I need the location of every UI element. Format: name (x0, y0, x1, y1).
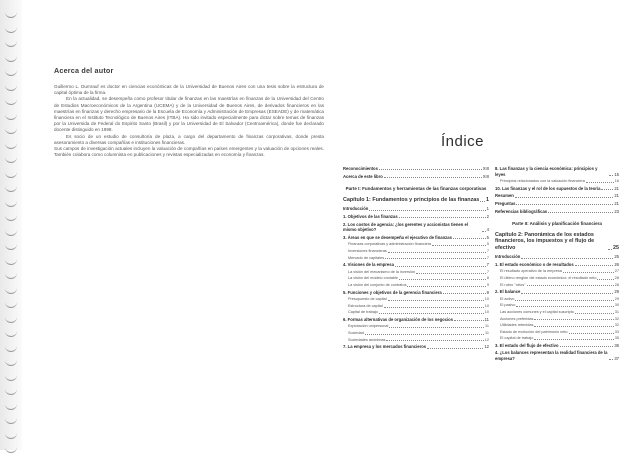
toc-leader-dots (480, 201, 485, 202)
toc-page-number: 5 (486, 242, 489, 247)
toc-leader-dots (454, 320, 484, 321)
toc-entry (343, 222, 489, 233)
toc-entry-title: Acciones preferidas (500, 316, 534, 321)
toc-entry-title: 7. La empresa y los mercados financieros (343, 344, 427, 350)
toc-page-number: 28 (614, 275, 619, 280)
toc-page-number: 33 (614, 329, 619, 334)
toc-entry-title: Presupuesto de capital (348, 297, 387, 302)
toc-page-number: 37 (614, 356, 619, 362)
binder-ring-icon (5, 143, 17, 149)
bio-paragraph: Es socio de un estudio de consultoría de plaza, a cargo del departamento de finanzas corporativas, donde presta asesoramiento a diversas compañías e instituciones financieras. (54, 133, 324, 145)
toc-entry (343, 235, 489, 241)
toc-page-number: 36 (614, 342, 619, 348)
toc-page-number: 8 (486, 276, 489, 281)
bio-paragraph: Guillermo L. Dumrauf es doctor en ciencias económicas de la Universidad de Buenos Aires con una tesis sobre la estructura de capital óptima de la firma. (54, 84, 324, 96)
toc-entry-title: La visión del conjunto de contratos (348, 282, 407, 287)
toc-entry (343, 166, 489, 172)
toc-entry-title: El último renglón del estado económico: el resultado neto (500, 275, 597, 280)
toc-entry (495, 283, 619, 288)
toc-entry (343, 297, 489, 302)
binder-ring-icon (5, 418, 17, 424)
toc-chapter (343, 197, 489, 203)
toc-entry (343, 310, 489, 315)
toc-leader-dots (389, 327, 484, 328)
toc-entry (495, 262, 619, 268)
toc-leader-dots (563, 272, 614, 273)
toc-entry-title: El activo (500, 296, 515, 301)
toc-entry-title: Sociedad (348, 331, 364, 336)
toc-entry (495, 186, 619, 192)
toc-page-number: 4 (486, 227, 489, 233)
binder-ring-icon (5, 128, 17, 134)
toc-leader-dots (379, 313, 484, 314)
toc-part-title: Parte II: Análisis y planificación financiera (512, 221, 602, 227)
binder-ring-strip (0, 0, 22, 450)
toc-entry-title: La visión del mecanismo de la inversión (348, 269, 416, 274)
toc-entry (495, 201, 619, 207)
toc-leader-dots (388, 300, 484, 301)
toc-entry-title: Preguntas (495, 200, 516, 206)
toc-column-1 (343, 166, 489, 352)
toc-leader-dots (515, 300, 613, 301)
toc-page-number: 7 (486, 248, 489, 253)
toc-entry (495, 269, 619, 274)
toc-entry (343, 276, 489, 281)
toc-leader-dots (534, 339, 613, 340)
toc-leader-dots (384, 177, 482, 178)
binder-ring-icon (5, 215, 17, 221)
toc-page-number: 21 (614, 193, 619, 199)
binder-ring-icon (5, 375, 17, 381)
toc-entry-title: 6. Formas alternativas de organización de los negocios (343, 316, 454, 322)
toc-page-number: 35 (614, 336, 619, 341)
toc-entry-title: 2. Los costos de agencia: ¿los gerentes y accionistas tienen el mismo objetivo? (343, 221, 468, 233)
toc-page-number: 7 (486, 269, 489, 274)
toc-entry (343, 249, 489, 254)
toc-entry-title: Acerca de este libro (343, 173, 383, 179)
toc-entry (343, 317, 489, 323)
toc-entry-title: Estado de evolución del patrimonio neto (500, 329, 568, 334)
toc-entry-title: Finanzas corporativas y administración financiera (348, 242, 432, 247)
toc-leader-dots (427, 348, 483, 349)
binder-ring-icon (5, 12, 17, 18)
toc-leader-dots (432, 245, 486, 246)
toc-leader-dots (407, 286, 485, 287)
binder-ring-icon (5, 244, 17, 250)
toc-leader-dots (569, 333, 614, 334)
binder-ring-icon (5, 331, 17, 337)
binder-ring-icon (5, 259, 17, 265)
toc-entry (495, 310, 619, 315)
toc-entry-title: Capítulo 2: Panorámica de los estados financieros, los impuestos y el flujo de efectivo (495, 231, 595, 251)
toc-page-number: 2 (486, 213, 489, 219)
binder-ring-icon (5, 302, 17, 308)
toc-leader-dots (516, 204, 613, 205)
toc-entry (495, 166, 619, 177)
toc-entry (343, 242, 489, 247)
toc-leader-dots (609, 175, 613, 176)
toc-page-number: 9 (486, 289, 489, 295)
toc-entry (495, 276, 619, 281)
toc-page-number: 10 (484, 310, 489, 315)
toc-leader-dots (416, 273, 486, 274)
toc-entry-title: 3. El estado del flujo de efectivo (495, 342, 559, 348)
toc-page-number: 16 (614, 179, 619, 184)
toc-entry (495, 289, 619, 295)
toc-page-number: 32 (614, 316, 619, 321)
toc-page-number: 21 (614, 185, 619, 191)
toc-entry-title: Estructura de capital (348, 303, 383, 308)
toc-leader-dots (609, 359, 613, 360)
toc-entry-title: Mercado de capitales (348, 255, 385, 260)
toc-entry (495, 336, 619, 341)
toc-page-number: 23 (614, 208, 619, 214)
toc-entry-title: Utilidades retenidas (500, 323, 534, 328)
toc-entry (495, 193, 619, 199)
toc-entry (343, 256, 489, 261)
toc-entry-title: 4. ¿Los balances representan la realidad financiera de la empresa? (495, 350, 608, 362)
binder-ring-icon (5, 56, 17, 62)
binder-ring-icon (5, 41, 17, 47)
toc-entry-title: 4. Visiones de la empresa (343, 262, 394, 268)
toc-page-number: 9 (486, 282, 489, 287)
toc-leader-dots (399, 217, 486, 218)
toc-leader-dots (379, 169, 482, 170)
toc-page-number: 10 (484, 297, 489, 302)
toc-entry-title: El capital de trabajo (500, 336, 534, 341)
toc-entry (495, 209, 619, 215)
toc-leader-dots (575, 313, 614, 314)
toc-leader-dots (384, 307, 484, 308)
toc-page-number: 15 (614, 171, 619, 177)
toc-chapter (495, 232, 619, 251)
toc-entry-title: Sociedades anónimas (348, 337, 386, 342)
toc-entry-title: Explotación unipersonal (348, 324, 389, 329)
toc-entry (343, 214, 489, 220)
toc-leader-dots (482, 231, 486, 232)
toc-page-number: 11 (485, 331, 489, 336)
toc-entry (495, 317, 619, 322)
toc-entry (343, 304, 489, 309)
binder-ring-icon (5, 70, 17, 76)
toc-entry (343, 331, 489, 336)
binder-ring-icon (5, 360, 17, 366)
toc-entry (495, 303, 619, 308)
binder-ring-icon (5, 288, 17, 294)
toc-entry (495, 297, 619, 302)
index-title: Índice (441, 133, 485, 150)
toc-page-number: 26 (614, 261, 619, 267)
toc-entry-title: La visión del modelo contable (348, 276, 399, 281)
toc-page-number: 1 (486, 206, 489, 212)
toc-page-number: 25 (614, 254, 619, 260)
toc-leader-dots (608, 249, 612, 250)
toc-page-number: 21 (614, 200, 619, 206)
toc-page-number: XIII (482, 166, 489, 171)
toc-leader-dots (534, 319, 613, 320)
toc-page-number: 10 (484, 303, 489, 308)
toc-entry-title: 1. Objetivos de las finanzas (343, 213, 398, 219)
toc-page-number: 25 (613, 244, 619, 251)
toc-entry (495, 179, 619, 184)
toc-page-number: 11 (484, 316, 489, 322)
toc-entry (343, 290, 489, 296)
binder-ring-icon (5, 447, 17, 453)
toc-leader-dots (521, 258, 613, 259)
toc-entry-title: Capital de trabajo (348, 310, 378, 315)
toc-entry (343, 206, 489, 212)
toc-part-title: Parte I: Fundamentos y herramientas de las finanzas corporativas (345, 186, 487, 192)
toc-entry (495, 254, 619, 260)
toc-leader-dots (369, 210, 485, 211)
toc-leader-dots (386, 340, 483, 341)
toc-page-number: 28 (614, 282, 619, 287)
toc-leader-dots (601, 189, 613, 190)
toc-page-number: 31 (614, 309, 619, 314)
toc-leader-dots (527, 285, 614, 286)
toc-entry-title: Introducción (343, 206, 369, 212)
binder-ring-icon (5, 201, 17, 207)
toc-entry-title: 2. El balance (495, 289, 521, 295)
bio-paragraph: Sus campos de investigación actuales incluyen la valuación de compañías en países emergentes y la valuación de opciones reales. También colabora como columnista en publicaciones y revistas especializadas en economía y finanzas. (54, 146, 324, 158)
binder-ring-icon (5, 99, 17, 105)
toc-leader-dots (388, 252, 486, 253)
toc-entry-title: Reconocimientos (343, 166, 378, 171)
toc-entry-title: El rubro "otros" (500, 282, 526, 287)
toc-page-number: 32 (614, 323, 619, 328)
toc-entry (343, 262, 489, 268)
binder-ring-icon (5, 433, 17, 439)
toc-entry-title: El pasivo (500, 303, 516, 308)
toc-entry (495, 330, 619, 335)
binder-ring-icon (5, 273, 17, 279)
toc-entry-title: 5. Funciones y objetivos de la gerencia financiera (343, 289, 442, 295)
toc-leader-dots (516, 306, 613, 307)
toc-page-number: 12 (484, 337, 489, 342)
toc-entry-title: 8. Las finanzas y la ciencia económica: principios y leyes (495, 166, 598, 177)
bio-paragraph: En la actualidad, se desempeña como profesor titular de finanzas en las maestrías en finanzas de la Universidad del Centro de Estudios Macroeconómicos de la Argentina (UCEMA) y de la Universidad de Buenos Aires, de derivados financieros en las maestrías en finanzas y derecho empresario de la Escuela de Economía y Administración de Empresas (ESEADE) y de matemática financiera en el Instituto Tecnológico de Buenos Aires (ITBA). Ha sido invitado especialmente para dictar sobre temas de finanzas por la Universida de Federal do Espirito Santo (Brasil) y por la Universidad de El Salvador (Centroamérica), donde fue declarado docente distinguido en 1998. (54, 96, 324, 133)
toc-leader-dots (365, 334, 484, 335)
toc-entry-title: 3. Áreas en que se desempeña el ejecutivo de finanzas (343, 234, 452, 240)
toc-entry-title: Capítulo 1: Fundamentos y principios de las finanzas (343, 196, 480, 203)
toc-leader-dots (395, 266, 486, 267)
toc-leader-dots (385, 258, 486, 259)
toc-leader-dots (515, 197, 613, 198)
toc-page-number: 5 (486, 234, 489, 240)
toc-entry (495, 343, 619, 349)
toc-entry (343, 344, 489, 350)
toc-page-number: 11 (485, 324, 489, 329)
toc-entry-title: Principios relacionados con la valuación financiera (500, 179, 585, 184)
toc-entry (343, 174, 489, 180)
toc-leader-dots (534, 326, 613, 327)
toc-leader-dots (399, 279, 486, 280)
left-page (54, 66, 324, 158)
toc-entry-title: Referencias bibliográficas (495, 208, 548, 214)
toc-leader-dots (597, 279, 613, 280)
binder-ring-icon (5, 27, 17, 33)
toc-entry (495, 323, 619, 328)
toc-leader-dots (560, 346, 614, 347)
toc-leader-dots (586, 182, 614, 183)
toc-entry (495, 350, 619, 361)
toc-entry (343, 283, 489, 288)
binder-ring-icon (5, 157, 17, 163)
binder-ring-icon (5, 346, 17, 352)
toc-entry (343, 338, 489, 343)
author-heading: Acerca del autor (54, 66, 114, 75)
binder-ring-icon (5, 172, 17, 178)
toc-page-number: 29 (614, 296, 619, 301)
toc-page-number: 29 (614, 289, 619, 295)
toc-entry (343, 324, 489, 329)
binder-ring-icon (5, 186, 17, 192)
toc-leader-dots (575, 265, 614, 266)
toc-page-number: 27 (614, 269, 619, 274)
toc-entry-title: 10. Las finanzas y el rol de los supuestos de la teoría (495, 185, 601, 191)
toc-entry-title: Introducción (495, 254, 521, 260)
toc-entry-title: Inversiones financieras (348, 248, 387, 253)
toc-page-number: 7 (486, 255, 489, 260)
toc-page-number: 30 (614, 303, 619, 308)
toc-entry-title: El resultado operativo de la empresa (500, 269, 562, 274)
toc-leader-dots (521, 293, 613, 294)
toc-entry-title: Las acciones comunes y el capital suscripto (500, 309, 574, 314)
toc-page-number: 12 (484, 344, 489, 350)
toc-page-number: XIII (482, 173, 489, 179)
toc-entry-title: Resumen (495, 193, 514, 199)
toc-leader-dots (453, 238, 486, 239)
toc-page-number: 1 (486, 196, 489, 203)
toc-entry-title: 1. El estado económico o de resultados (495, 261, 574, 267)
binder-ring-icon (5, 317, 17, 323)
author-bio (54, 84, 324, 158)
toc-entry (343, 270, 489, 275)
binder-ring-icon (5, 114, 17, 120)
toc-column-2 (495, 166, 619, 364)
toc-page-number: 7 (486, 262, 489, 268)
binder-ring-icon (5, 85, 17, 91)
binder-ring-icon (5, 230, 17, 236)
binder-ring-icon (5, 389, 17, 395)
toc-leader-dots (548, 212, 613, 213)
toc-leader-dots (443, 293, 486, 294)
binder-ring-icon (5, 404, 17, 410)
